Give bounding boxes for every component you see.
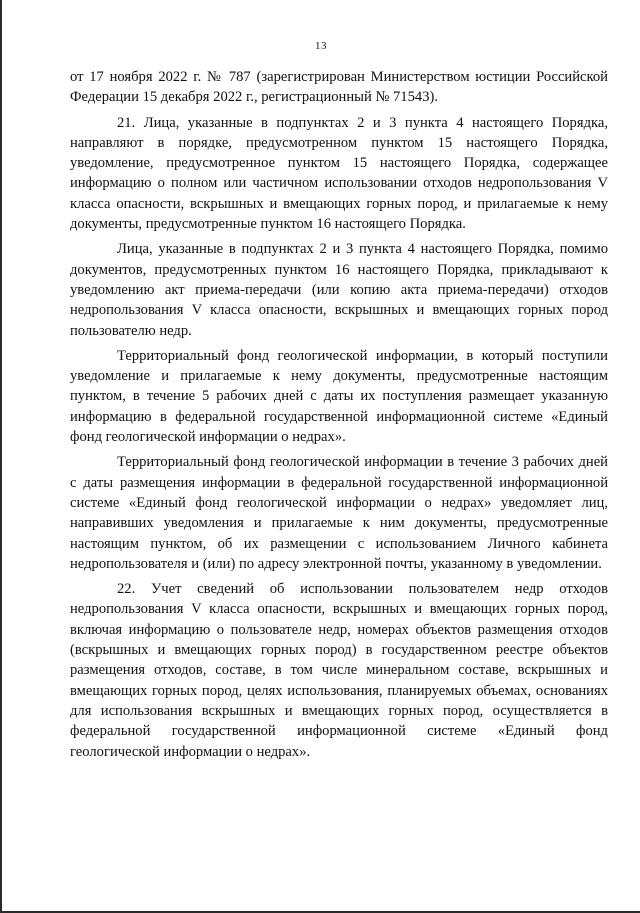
page-number: 13: [315, 40, 327, 52]
paragraph-continuation: от 17 ноября 2022 г. № 787 (зарегистрирован Министерством юстиции Российской Федерации 15 декабря 2022 г., регистрационный № 71543).: [70, 69, 608, 106]
paragraph-item-21: 21. Лица, указанные в подпунктах 2 и 3 пункта 4 настоящего Порядка, направляют в порядке, предусмотренном пунктом 15 настоящего Порядка, уведомление, предусмотренное пунктом 15 настоящего Порядка, содержащее информацию о полном или частичном использовании отходов недропользования V класса опасности, вскрышных и вмещающих горных пород, и прилагаемые к нему документы, предусмотренные пунктом 16 настоящего Порядка.: [70, 114, 608, 233]
paragraph-notification: Территориальный фонд геологической информации в течение 3 рабочих дней с даты размещения информации в федеральной государственной информационной системе «Единый фонд геологической информации о недрах» уведомляет лиц, направивших уведомления и прилагаемые к ним документы, предусмотренные настоящим пунктом, об их размещении с использованием Личного кабинета недропользователя и (или) по адресу электронной почты, указанному в уведомлении.: [70, 454, 608, 572]
paragraph-attachments: Лица, указанные в подпунктах 2 и 3 пункта 4 настоящего Порядка, помимо документов, предусмотренных пунктом 16 настоящего Порядка, прикладывают к уведомлению акт приема-передачи (или копию акта приема-передачи) отходов недропользования V класса опасности, вскрышных и вмещающих горных пород пользователю недр.: [70, 241, 608, 339]
document-body: [70, 67, 608, 767]
paragraph-item-22: 22. Учет сведений об использовании пользователем недр отходов недропользования V класса опасности, вскрышных и вмещающих горных пород, включая информацию о пользователе недр, номерах объектов размещения отходов (вскрышных и вмещающих горных пород) в государственном реестре объектов размещения отходов, составе, в том числе минеральном составе, вскрышных и вмещающих горных пород, целях использования, планируемых объемах, основаниях для использования вскрышных и вмещающих горных пород, осуществляется в федеральной государственной информационной системе «Единый фонд геологической информации о недрах».: [70, 581, 608, 760]
paragraph-placement: Территориальный фонд геологической информации, в который поступили уведомление и прилагаемые к нему документы, предусмотренные настоящим пунктом, в течение 5 рабочих дней с даты их поступления размещает указанную информацию в федеральной государственной информационной системе «Единый фонд геологической информации о недрах».: [70, 347, 608, 446]
